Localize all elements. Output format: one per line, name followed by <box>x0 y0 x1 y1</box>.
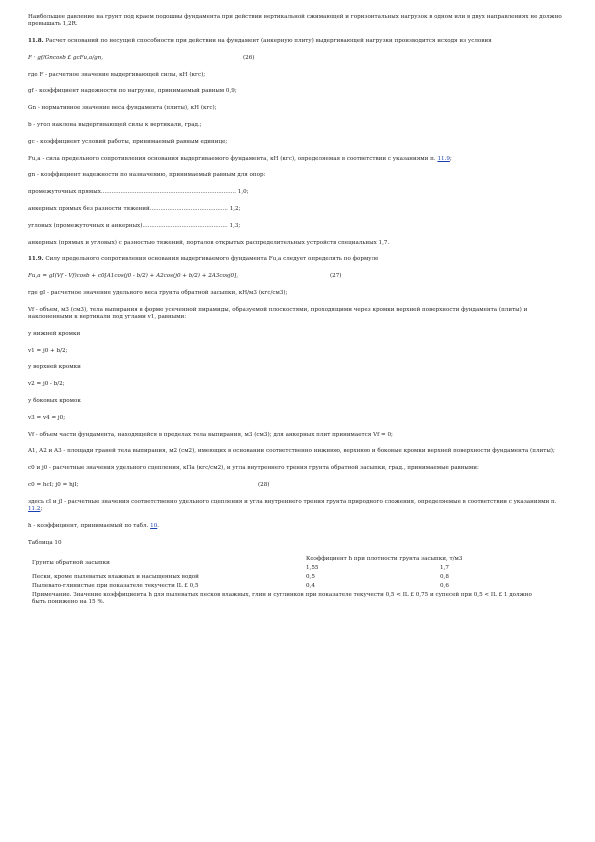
definition-text-end: . <box>157 522 160 529</box>
definition <box>28 156 568 163</box>
definition: gf - коэффициент надежности по нагрузке, принимаемый равным 0,9; <box>28 88 237 95</box>
clause-11-8 <box>28 38 568 45</box>
table-header-row <box>30 555 535 564</box>
link-clause-11-9[interactable]: 11.9 <box>437 155 450 162</box>
definition: c0 и j0 - расчетные значения удельного сцепления, кПа (кгс/см2), и угла внутреннего трения грунта обратной засыпки, град., принимаемые равными: <box>28 465 479 472</box>
clause-11-9 <box>28 256 568 263</box>
table-cell: Пески, кроме пылеватых влажных и насыщенных водой <box>32 573 199 580</box>
link-table-10[interactable]: 10 <box>150 522 158 529</box>
definition-text: здесь cI и jI - расчетные значения соответственно удельного сцепления и угла внутреннего трения грунта природного сложения, определяемые в соответствии с указаниями п. <box>28 498 557 505</box>
table-row <box>30 573 535 582</box>
definition-text: h - коэффициент, принимаемый по табл. <box>28 522 151 529</box>
table-cell: 0,4 <box>306 582 315 589</box>
document-page <box>28 14 568 607</box>
coefficient-item: анкерных (прямых и угловых) с разностью тяжений, порталов открытых распределительных устройств специальных 1,7. <box>28 239 390 246</box>
table-header-cell: Грунты обратной засыпки <box>32 560 110 567</box>
definition: b - угол наклона выдергивающей силы к вертикали, град.; <box>28 121 202 128</box>
formula-text: Fu,a = gI(Vf - Vf)cosb + c0[A1cos(j0 - b/2) + A2cos(j0 + b/2) + 2A3cosj0], <box>28 273 238 280</box>
clause-text: Силу предельного сопротивления основания выдергиваемого фундамента Fu,a следует определять по формуле <box>43 256 379 263</box>
table-cell: 0,5 <box>306 573 315 580</box>
table-row <box>30 582 535 591</box>
formula-text: c0 = hcI; j0 = hjI; <box>28 481 79 488</box>
table-note-row <box>30 591 535 607</box>
definition-text-end: ; <box>449 155 452 162</box>
table-caption: Таблица 10 <box>28 539 62 546</box>
definition: A1, A2 и A3 - площади граней тела выпирания, м2 (см2), имеющих в основании соответственно нижнюю, верхнюю и боковые кромки верхней поверхности фундамента (плиты); <box>28 448 555 455</box>
edge-formula: v2 = j0 - b/2; <box>28 381 65 388</box>
definition <box>28 499 568 513</box>
formula-number: (27) <box>330 273 342 280</box>
clause-number: 11.9. <box>28 256 44 263</box>
edge-formula: v1 = j0 + b/2; <box>28 347 68 354</box>
table-header-cell: Коэффициент h при плотности грунта засыпки, т/м3 <box>306 555 463 562</box>
edge-label: у нижней кромки <box>28 330 81 337</box>
edge-label: у боковых кромок <box>28 397 81 404</box>
edge-formula: v3 = v4 = j0; <box>28 414 66 421</box>
table-header-cell: 1,55 <box>306 564 319 571</box>
definition: Vf - объем части фундамента, находящейся в пределах тела выпирания, м3 (см3); для анкерных плит принимается Vf = 0; <box>28 431 393 438</box>
definition: gc - коэффициент условий работы, принимаемый равным единице; <box>28 138 228 145</box>
definition-text: Fu,a - сила предельного сопротивления основания выдергиваемого фундамента, кН (кгс), определяемая в соответствии с указаниями п. <box>28 155 438 162</box>
clause-text: Расчет оснований по несущей способности при действии на фундамент (анкерную плиту) выдергивающей нагрузки производится исходя из условия <box>43 38 492 44</box>
formula-number: (26) <box>243 54 255 61</box>
definition: gn - коэффициент надежности по назначению, принимаемый равным для опор: <box>28 172 266 179</box>
definition: Vf - объем, м3 (см3), тела выпирания в форме усеченной пирамиды, образуемой плоскостями, проходящими через кромки верхней поверхности фундамента (плиты) и наклоненными к вертикали под углами v1, равными: <box>28 306 528 320</box>
formula-number: (28) <box>258 481 270 488</box>
definition: Gn - нормативное значение веса фундамента (плиты), кН (кгс); <box>28 105 217 112</box>
formula-26 <box>28 55 568 62</box>
clause-number: 11.8. <box>28 38 44 44</box>
definition <box>28 523 568 530</box>
paragraph: Наибольшее давление на грунт под краем подошвы фундамента при действии вертикальной сжимающей и горизонтальных нагрузок в одном или в двух направлениях не должно превышать 1,2R. <box>28 14 562 28</box>
coefficient-table <box>30 555 535 607</box>
coefficient-item: промежуточных прямых............................................................................ 1,0; <box>28 189 249 196</box>
edge-label: у верхней кромки <box>28 364 81 371</box>
coefficient-item: угловых (промежуточных и анкерных)................................................ 1,3; <box>28 222 241 229</box>
link-clause-11-2[interactable]: 11.2 <box>28 505 41 512</box>
formula-text: F · gf/Gncosb £ gcFu,a/gn, <box>28 54 104 61</box>
formula-27 <box>28 273 568 280</box>
table-note: Примечание. Значение коэффициента h для пылеватых песков влажных, глин и суглинков при показателе текучести 0,5 < IL £ 0,75 и супесей при 0,5 < IL £ 1 должно быть понижено на 15 %. <box>32 591 532 605</box>
definition: где gI - расчетное значение удельного веса грунта обратной засыпки, кН/м3 (кгс/см3); <box>28 289 288 296</box>
table-cell: 0,6 <box>440 582 449 589</box>
table-cell: Пылевато-глинистые при показателе текучести IL £ 0,5 <box>32 582 199 589</box>
definition-text-end: ; <box>40 505 43 512</box>
table-cell: 0,8 <box>440 573 449 580</box>
formula-28 <box>28 482 568 489</box>
table-header-cell: 1,7 <box>440 564 449 571</box>
definition: где F - расчетное значение выдергивающей силы, кН (кгс); <box>28 71 206 78</box>
coefficient-item: анкерных прямых без разности тяжений............................................ 1,2; <box>28 205 241 212</box>
